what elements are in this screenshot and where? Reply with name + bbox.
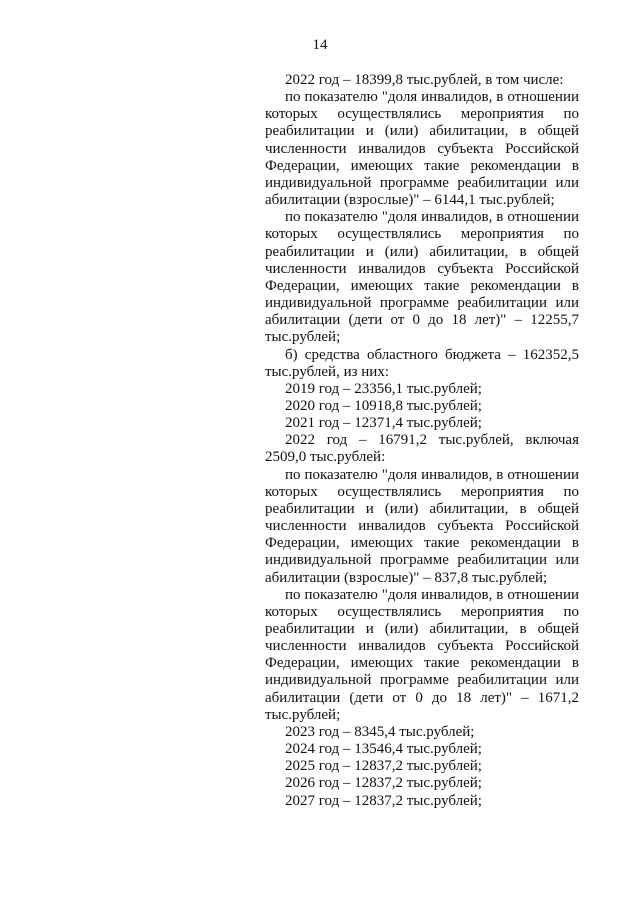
page-number: 14 (312, 37, 328, 53)
document-body (265, 72, 579, 810)
paragraph-year-2021: 2021 год – 12371,4 тыс.рублей; (285, 415, 482, 432)
paragraph-year-2019: 2019 год – 23356,1 тыс.рублей; (285, 380, 482, 397)
paragraph-year-2024: 2024 год – 13546,4 тыс.рублей; (285, 741, 482, 758)
paragraph-2022-federal-total: 2022 год – 18399,8 тыс.рублей, в том числе: (285, 72, 564, 88)
paragraph-indicator-children-regional: по показателю "доля инвалидов, в отношении которых осуществлялись мероприятия по реабилитации и (или) абилитации, в общей численности инвалидов субъекта Российской Федерации, имеющих такие рекомендации в индивидуальной программе реабилитации или абилитации (дети от 0 до 18 лет)" – 1671,2 тыс.рублей; (265, 586, 579, 723)
paragraph-year-2026: 2026 год – 12837,2 тыс.рублей; (285, 775, 482, 792)
paragraph-year-2025: 2025 год – 12837,2 тыс.рублей; (285, 758, 482, 775)
paragraph-year-2023: 2023 год – 8345,4 тыс.рублей; (285, 723, 475, 740)
paragraph-indicator-adults-regional: по показателю "доля инвалидов, в отношении которых осуществлялись мероприятия по реабилитации и (или) абилитации, в общей численности инвалидов субъекта Российской Федерации, имеющих такие рекомендации в индивидуальной программе реабилитации или абилитации (взрослые)" – 837,8 тыс.рублей; (265, 466, 579, 586)
paragraph-year-2020: 2020 год – 10918,8 тыс.рублей; (285, 397, 482, 414)
paragraph-year-2022-regional: 2022 год – 16791,2 тыс.рублей, включая 2509,0 тыс.рублей: (265, 432, 579, 466)
paragraph-indicator-adults-federal: по показателю "доля инвалидов, в отношении которых осуществлялись мероприятия по реабилитации и (или) абилитации, в общей численности инвалидов субъекта Российской Федерации, имеющих такие рекомендации в индивидуальной программе реабилитации или абилитации (взрослые)" – 6144,1 тыс.рублей; (265, 89, 579, 209)
paragraph-regional-budget-total: б) средства областного бюджета – 162352,5 тыс.рублей, из них: (265, 346, 579, 380)
paragraph-indicator-children-federal: по показателю "доля инвалидов, в отношении которых осуществлялись мероприятия по реабилитации и (или) абилитации, в общей численности инвалидов субъекта Российской Федерации, имеющих такие рекомендации в индивидуальной программе реабилитации или абилитации (дети от 0 до 18 лет)" – 12255,7 тыс.рублей; (265, 209, 579, 346)
paragraph-year-2027: 2027 год – 12837,2 тыс.рублей; (285, 792, 482, 809)
